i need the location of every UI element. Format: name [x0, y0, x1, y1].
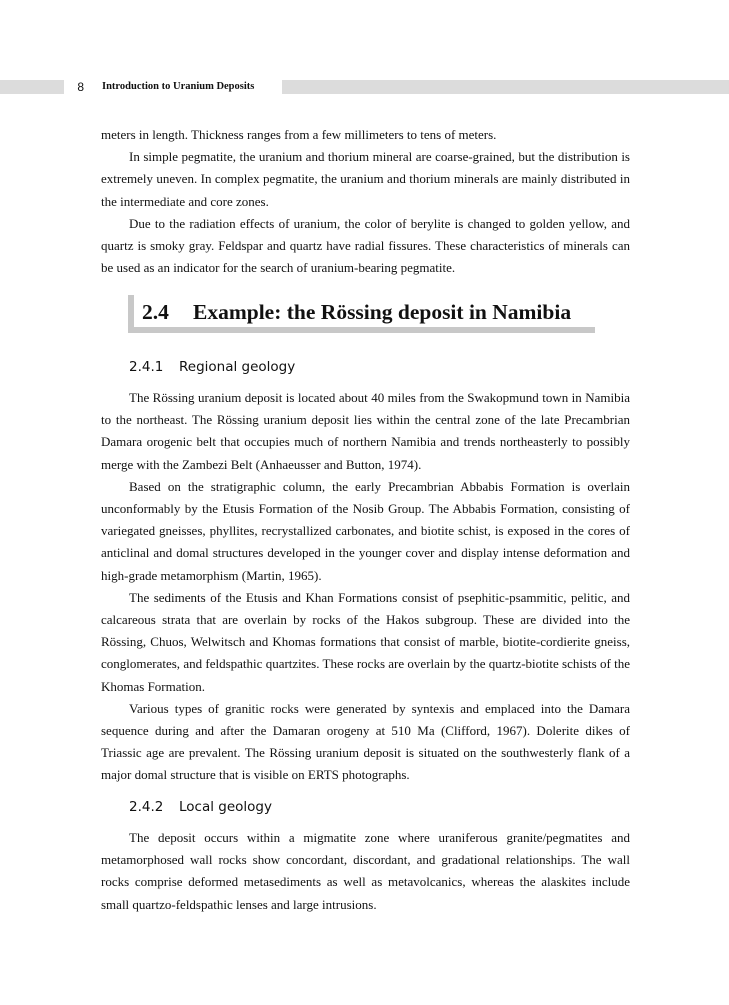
- intro-text: [101, 124, 630, 279]
- subsection-title: Regional geology: [179, 359, 296, 375]
- section-heading: [128, 295, 595, 333]
- header-rule-right: [282, 80, 729, 94]
- paragraph: Based on the stratigraphic column, the early Precambrian Abbabis Formation is overlain unconformably by the Etusis Formation of the Nosib Group. The Abbabis Formation, consisting of variegated gneisses, phyllites, recrystallized carbonates, and biotite schist, is exposed in the cores of anticlinal and domal structures developed in the younger cover and display intense deformation and high-grade metamorphism (Martin, 1965).: [101, 478, 630, 583]
- subsection-heading-regional-geology: [129, 358, 295, 376]
- running-header: [0, 80, 729, 94]
- heading-decoration-bottom: [128, 327, 595, 333]
- section-title: [142, 297, 571, 327]
- page-number: 8: [77, 80, 84, 94]
- running-header-title: Introduction to Uranium Deposits: [102, 81, 255, 92]
- paragraph: The Rössing uranium deposit is located about 40 miles from the Swakopmund town in Namibia to the northeast. The Rössing uranium deposit lies within the central zone of the late Precambrian Damara orogenic belt that occupies much of northern Namibia and trends northeasterly to possibly merge with the Zambezi Belt (Anhaeusser and Button, 1974).: [101, 390, 630, 472]
- paragraph: In simple pegmatite, the uranium and thorium mineral are coarse-grained, but the distribution is extremely uneven. In complex pegmatite, the uranium and thorium minerals are mainly distributed in the intermediate and core zones.: [101, 149, 630, 209]
- header-rule-left: [0, 80, 64, 94]
- paragraph: Various types of granitic rocks were generated by syntexis and emplaced into the Damara sequence during and after the Damaran orogeny at 510 Ma (Clifford, 1967). Dolerite dikes of Triassic age are prevalent. The Rössing uranium deposit is situated on the southwesterly flank of a major domal structure that is visible on ERTS photographs.: [101, 700, 630, 783]
- section-title-text: Example: the Rössing deposit in Namibia: [193, 300, 572, 324]
- paragraph: meters in length. Thickness ranges from a few millimeters to tens of meters.: [101, 127, 497, 142]
- section-number: 2.4: [142, 300, 169, 324]
- local-geology-text: [101, 827, 630, 916]
- subsection-number: 2.4.1: [129, 359, 164, 375]
- subsection-heading-local-geology: [129, 798, 272, 816]
- regional-geology-text: [101, 387, 630, 787]
- subsection-number: 2.4.2: [129, 799, 164, 815]
- paragraph: The sediments of the Etusis and Khan Formations consist of psephitic-psammitic, pelitic, and calcareous strata that are overlain by rocks of the Hakos subgroup. These are divided into the Rössing, Chuos, Welwitsch and Khomas formations that consist of marble, biotite-cordierite gneiss, conglomerates, and feldspathic quartzites. These rocks are overlain by the quartz-biotite schists of the Khomas Formation.: [101, 589, 630, 694]
- paragraph: The deposit occurs within a migmatite zone where uraniferous granite/pegmatites and metamorphosed wall rocks show concordant, discordant, and gradational relationships. The wall rocks comprise deformed metasediments as well as metavolcanics, whereas the alaskites include small quartzo-feldspathic lenses and large intrusions.: [101, 830, 630, 912]
- paragraph: Due to the radiation effects of uranium, the color of berylite is changed to golden yellow, and quartz is smoky gray. Feldspar and quartz have radial fissures. These characteristics of minerals can be used as an indicator for the search of uranium-bearing pegmatite.: [101, 215, 630, 276]
- subsection-title: Local geology: [179, 799, 272, 815]
